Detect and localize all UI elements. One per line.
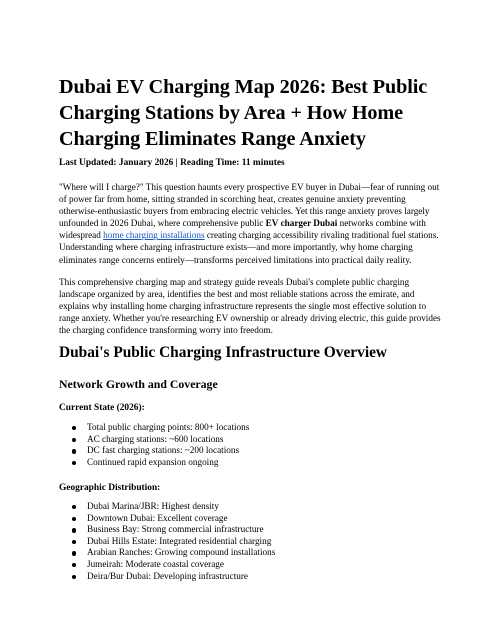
current-state-list — [59, 422, 249, 468]
bullet-icon — [72, 426, 76, 430]
bullet-icon — [72, 517, 76, 521]
bullet-icon — [72, 563, 76, 567]
list-item-text: Downtown Dubai: Excellent coverage — [87, 512, 228, 523]
list-item-text: DC fast charging stations: ~200 locations — [87, 445, 240, 456]
list-item-text: Business Bay: Strong commercial infrastructure — [87, 524, 264, 535]
list-item-text: Arabian Ranches: Growing compound installations — [87, 547, 276, 558]
intro-text-end: creating charging accessibility rivaling traditional fuel stations. Understanding where charging infrastructure exists—and more importantly, why home charging eliminates range concerns entirely—transforms perceived limitations into practical daily reality. — [59, 230, 439, 265]
bullet-icon — [72, 575, 76, 579]
list-item — [59, 445, 249, 457]
list-item — [59, 547, 275, 559]
list-item — [59, 559, 275, 571]
list-item — [59, 571, 275, 583]
intro-text-start: "Where will I charge?" This question haunts every prospective EV buyer in Dubai—fear of running out of power far from home, sitting stranded in scorching heat, creates genuine anxiety preventing otherwise-enthusiastic buyers from embracing electric vehicles. Yet this range anxiety proves largely unfounded in 2026 Dubai, where comprehensive public — [59, 182, 440, 229]
intro-text-middle: networks combine with widespread — [59, 218, 426, 241]
bullet-icon — [72, 505, 76, 509]
home-charging-link[interactable]: home charging installations — [103, 230, 205, 241]
article-meta: Last Updated: January 2026 | Reading Time: 11 minutes — [59, 158, 285, 168]
list-item — [59, 513, 275, 525]
list-item-text: AC charging stations: ~600 locations — [87, 433, 224, 444]
geographic-distribution-label: Geographic Distribution: — [59, 483, 161, 493]
list-item-text: Deira/Bur Dubai: Developing infrastructure — [87, 570, 248, 581]
intro-paragraph-1 — [59, 181, 443, 266]
list-item — [59, 457, 249, 469]
bullet-icon — [72, 528, 76, 532]
bullet-icon — [72, 438, 76, 442]
bullet-icon — [72, 461, 76, 465]
section-subheading: Network Growth and Coverage — [59, 377, 218, 391]
list-item-text: Total public charging points: 800+ locations — [87, 422, 250, 432]
list-item — [59, 501, 275, 513]
list-item-text: Jumeirah: Moderate coastal coverage — [87, 558, 224, 569]
bullet-icon — [72, 551, 76, 555]
list-item — [59, 434, 249, 446]
list-item — [59, 524, 275, 536]
list-item-text: Dubai Hills Estate: Integrated residential charging — [87, 535, 272, 546]
list-item — [59, 422, 249, 434]
bullet-icon — [72, 540, 76, 544]
section-heading: Dubai's Public Charging Infrastructure Overview — [59, 344, 388, 361]
article-title: Dubai EV Charging Map 2026: Best Public Charging Stations by Area + How Home Charging Eliminates Range Anxiety — [59, 76, 428, 150]
intro-bold-keyword: EV charger Dubai — [265, 218, 338, 229]
geographic-distribution-list — [59, 501, 275, 582]
bullet-icon — [72, 449, 76, 453]
intro-paragraph-2: This comprehensive charging map and strategy guide reveals Dubai's complete public charging landscape organized by area, identifies the best and most reliable stations across the emirate, and explains why installing home charging infrastructure represents the single most effective solution to range anxiety. Whether you're researching EV ownership or already driving electric, this guide provides the charging confidence transforming worry into freedom. — [59, 277, 441, 336]
current-state-label: Current State (2026): — [59, 403, 145, 413]
list-item-text: Continued rapid expansion ongoing — [87, 456, 219, 467]
list-item-text: Dubai Marina/JBR: Highest density — [87, 501, 219, 511]
list-item — [59, 536, 275, 548]
